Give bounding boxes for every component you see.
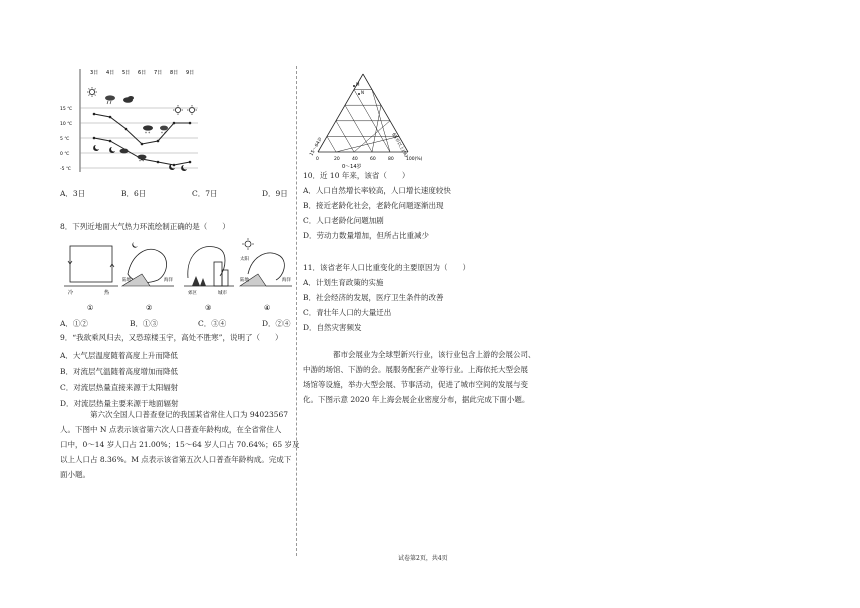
ternary-diagram: [308, 64, 423, 170]
high-temp-point: [173, 122, 176, 125]
expo-passage-line-3: 场馆等设施，举办大型会展、节事活动，促进了城市空间的发展与变: [303, 380, 528, 389]
q8-figures: [62, 234, 294, 316]
day-label: 4日: [106, 70, 115, 76]
population-passage-line-3: 口中，0～14 岁人口占 21.00%；15～64 岁人口占 70.64%；65 岁及: [60, 440, 300, 449]
sun-icon: [173, 105, 183, 115]
expo-passage-line-1: 都市会展业为全球型新兴行业，该行业包含上游的会展公司、: [333, 350, 536, 359]
weather-chart: [60, 64, 210, 176]
fig-number-3: ③: [205, 304, 212, 312]
fig1-circulation: [64, 246, 118, 312]
label-land: 陆地: [122, 278, 131, 283]
building-icon: [222, 270, 228, 286]
ternary-line: [363, 74, 408, 152]
label-city: 城市: [218, 291, 227, 296]
high-temp-point: [125, 128, 128, 131]
label-land: 陆地: [240, 278, 249, 283]
fig-number-1: ①: [87, 304, 94, 312]
high-temp-line: [94, 114, 190, 144]
moon-icon: [132, 242, 138, 248]
day-label: 9日: [186, 70, 195, 76]
svg-text:M: M: [356, 82, 360, 87]
q8-stem: 8．下列近地面大气热力环流绘制正确的是（ ）: [60, 222, 230, 231]
point-m: [353, 82, 360, 87]
label-sun: 太阳: [240, 257, 249, 262]
cloud-icon: [120, 149, 129, 154]
q10-stem: 10．近 10 年来，该省（ ）: [303, 171, 410, 180]
bottom-tick-label: 60: [370, 157, 376, 162]
label-cold: 冷: [68, 290, 74, 296]
page-footer: 试卷第2页，共4页: [398, 555, 448, 562]
day-label: 5日: [122, 70, 131, 76]
bottom-tick-label: 40: [352, 157, 358, 162]
expo-passage-line-2: 中游的场馆、下游的会。展服务配套产业等行业。上海依托大型会展: [303, 365, 528, 374]
bottom-tick-label: 0: [316, 157, 319, 162]
q10-option-d[interactable]: D．劳动力数量增加，但所占比重减少: [303, 231, 430, 240]
q9-option-a[interactable]: A．大气层温度随着高度上升而降低: [60, 351, 178, 360]
q8-option-d[interactable]: D．②④: [262, 319, 291, 328]
q11-stem: 11．该省老年人口比重变化的主要原因为（ ）: [303, 263, 471, 272]
q9-stem: 9．“我欲乘风归去，又恐琼楼玉宇，高处不胜寒”，说明了（ ）: [60, 333, 283, 342]
ternary-line: [327, 136, 336, 152]
fig-number-2: ②: [146, 304, 153, 312]
y-tick-label: 10 ℃: [60, 122, 73, 127]
bottom-tick-label: 100(%): [406, 157, 423, 162]
y-tick-labels: [60, 106, 72, 172]
label-suburb: 郊区: [188, 291, 197, 296]
svg-text:* *: * *: [145, 131, 151, 136]
low-temp-point: [173, 164, 176, 167]
fig2-circulation: [122, 242, 174, 312]
svg-text:N: N: [361, 90, 364, 95]
ternary-line: [345, 105, 372, 152]
bottom-tick-labels: [316, 156, 423, 162]
cloud-icon: [123, 96, 134, 103]
moon-icon: [109, 147, 115, 153]
high-temp-point: [141, 143, 144, 146]
building-icon: [214, 262, 222, 286]
y-tick-label: -5 ℃: [60, 167, 71, 172]
y-tick-label: 5 ℃: [60, 137, 70, 142]
moon-icon: [93, 145, 99, 151]
fig3-circulation: [184, 246, 234, 312]
sun-icon: [87, 87, 97, 97]
high-temp-point: [189, 122, 192, 125]
q7-option-a[interactable]: A．3日: [60, 189, 86, 198]
bottom-tick-label: 80: [388, 157, 394, 162]
q8-option-c[interactable]: C．③④: [198, 319, 227, 328]
axis-label-15-64: 15～64岁: [309, 136, 324, 157]
q8-option-a[interactable]: A．①②: [60, 319, 88, 328]
q9-option-d[interactable]: D．对流层热量主要来源于地面辐射: [60, 399, 179, 408]
point-n: [358, 90, 364, 95]
day-labels: [90, 69, 194, 76]
sun-icon: [242, 238, 254, 250]
low-temp-point: [93, 137, 96, 140]
q8-option-b[interactable]: B．①③: [130, 319, 159, 328]
label-sea: 海洋: [164, 278, 173, 283]
tree-icon: [192, 276, 200, 286]
cloud-snow-icon: [143, 125, 153, 136]
high-temp-point: [93, 113, 96, 116]
high-temp-point: [109, 116, 112, 119]
q7-option-c[interactable]: C．7日: [192, 189, 218, 198]
day-label: 6日: [138, 70, 147, 76]
low-temp-point: [109, 140, 112, 143]
y-tick-label: 15 ℃: [60, 107, 73, 112]
expo-passage-line-4: 化。下图示意 2020 年上海会展企业密度分布，据此完成下面小题。: [303, 395, 530, 404]
y-tick-label: 0 ℃: [60, 152, 70, 157]
q11-option-a[interactable]: A．计划生育政策的实施: [303, 278, 384, 287]
q11-option-d[interactable]: D．自然灾害频发: [303, 323, 362, 332]
high-temp-point: [157, 140, 160, 143]
cloud-rain-icon: [105, 95, 115, 104]
q10-option-b[interactable]: B．接近老龄化社会，老龄化问题逐渐出现: [303, 201, 444, 210]
q11-option-c[interactable]: C．青壮年人口的大量迁出: [303, 308, 392, 317]
tree-icon: [200, 278, 206, 286]
svg-text:* *: * *: [161, 131, 167, 136]
column-divider: [296, 66, 297, 556]
label-hot: 热: [104, 290, 110, 296]
svg-text:* *: * *: [139, 159, 145, 164]
day-label: 7日: [154, 70, 163, 76]
q7-option-d[interactable]: D．9日: [262, 189, 288, 198]
q10-option-c[interactable]: C．人口老龄化问题加剧: [303, 216, 384, 225]
bottom-tick-label: 20: [334, 157, 340, 162]
axis-label-65: 65岁以上(%): [390, 132, 409, 159]
q11-option-b[interactable]: B．社会经济的发展，医疗卫生条件的改善: [303, 293, 444, 302]
population-passage-line-1: 第六次全国人口普查登记的我国某省常住人口为 94023567: [90, 410, 289, 419]
sun-icon: [187, 105, 197, 115]
q9-option-b[interactable]: B．对流层气温随着高度增加而降低: [60, 367, 179, 376]
population-passage-line-5: 面小题。: [60, 470, 90, 479]
day-label: 8日: [170, 70, 179, 76]
low-temp-point: [157, 161, 160, 164]
fig-number-4: ④: [264, 304, 271, 312]
day-label: 3日: [90, 70, 99, 76]
fig4-circulation: [240, 238, 292, 312]
label-sea: 海洋: [282, 278, 291, 283]
axis-label-0-14: 0～14岁: [342, 164, 362, 170]
population-passage-line-2: 人。下图中 N 点表示该省第六次人口普查年龄构成，在全省常住人: [60, 425, 282, 434]
population-passage-line-4: 以上人口占 8.36%。M 点表示该省第五次人口普查年龄构成。完成下: [60, 455, 292, 464]
q9-option-c[interactable]: C．对流层热量直接来源于太阳辐射: [60, 383, 179, 392]
q10-option-a[interactable]: A．人口自然增长率较高，人口增长速度较快: [303, 186, 451, 195]
q7-option-b[interactable]: B．6日: [121, 189, 147, 198]
low-temp-point: [189, 161, 192, 164]
